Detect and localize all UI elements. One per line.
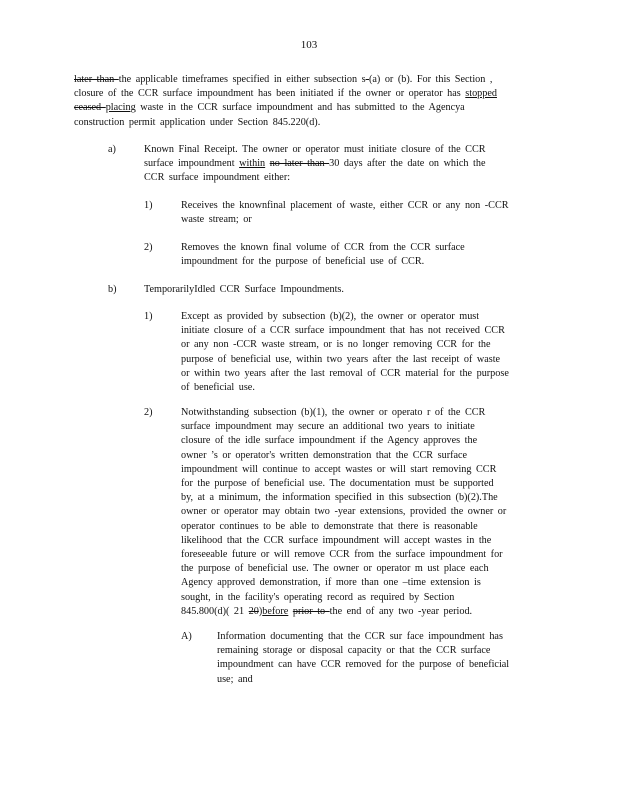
text-line [181, 310, 509, 324]
text-run: sought, in the facility's operating record as required by Section [181, 591, 455, 603]
text-line [181, 463, 506, 477]
text-line [181, 576, 506, 590]
text-line [181, 505, 506, 519]
text-run: Known Final Receipt. The owner or operator must initiate closure of the CCR [144, 144, 486, 155]
deleted-text: later than [74, 74, 119, 85]
text-run: impoundment for the purpose of beneficial use of CCR. [181, 256, 425, 268]
text-line [144, 171, 486, 185]
item-b-heading [144, 283, 344, 297]
text-run: waste stream; or [181, 214, 252, 226]
inserted-text: stopped [465, 88, 497, 100]
deleted-text: no later than [269, 158, 330, 170]
text-line [181, 548, 506, 562]
deleted-text: prior to [292, 605, 330, 617]
text-run: by, at a minimum, the information specified in this subsection (b)(2).The [181, 492, 498, 504]
text-run: Notwithstanding subsection (b)(1), the owner or operato r of the CCR [181, 407, 486, 418]
text-run: Except as provided by subsection (b)(2), the owner or operator must [181, 311, 480, 322]
text-line [181, 213, 509, 227]
inserted-text: placing [105, 102, 136, 114]
text-line [144, 143, 486, 157]
text-run: 845.800(d)( 21 [181, 605, 249, 617]
text-run: Agency approved demonstration, if more than one –time extension is [181, 577, 481, 589]
text-run: (a) or (b). For this Section , [368, 74, 493, 85]
text-run: CCR surface impoundment either: [144, 172, 291, 184]
text-line [74, 87, 497, 101]
deleted-text: - [365, 74, 369, 85]
text-run: use; and [217, 673, 253, 685]
text-run: the applicable timeframes specified in either subsection s [118, 74, 366, 85]
text-run: owner ’s or operator's written demonstration that the CCR surface [181, 449, 468, 461]
item-a-text [144, 143, 486, 186]
intro-paragraph [74, 73, 497, 130]
text-run: of beneficial use. [181, 382, 255, 394]
text-line [74, 116, 497, 130]
text-line [181, 241, 465, 255]
item-a1-text [181, 199, 509, 227]
text-line [144, 157, 486, 171]
text-line [181, 591, 506, 605]
text-run: Receives the knownfinal placement of waste, either CCR or any non -CCR [181, 200, 509, 211]
text-run: the purpose of beneficial use. The owner or operator m ust place each [181, 563, 489, 575]
item-a-label: a) [108, 144, 116, 155]
item-b2A-label: A) [181, 631, 192, 642]
deleted-text: ceased [74, 102, 106, 114]
text-run: the end of any two -year period. [329, 605, 473, 617]
text-line [181, 199, 509, 213]
text-run: operator continues to be able to demonstrate that there is reasonable [181, 520, 478, 532]
item-a2-text [181, 241, 465, 269]
text-line [217, 630, 509, 644]
page-number: 103 [300, 39, 318, 51]
text-line [144, 283, 344, 297]
text-run: likelihood that the CCR surface impoundment will accept wastes in the [181, 534, 492, 546]
item-b2-text [181, 406, 506, 619]
text-run: Information documenting that the CCR sur face impoundment has [217, 631, 503, 642]
text-run: for the purpose of beneficial use. The documentation must be supported [181, 478, 494, 490]
text-line [181, 477, 506, 491]
text-run: surface impoundment [144, 158, 240, 170]
text-run: Removes the known final volume of CCR from the CCR surface [181, 242, 465, 253]
text-line [181, 353, 509, 367]
text-line [181, 534, 506, 548]
text-run: purpose of beneficial use, within two years after the last receipt of waste [181, 353, 501, 365]
text-line [181, 520, 506, 534]
text-run: owner or operator may obtain two -year extensions, provided the owner or [181, 506, 507, 518]
inserted-text: within [239, 158, 266, 170]
item-b2A-text [217, 630, 509, 687]
text-line [181, 338, 509, 352]
text-run: or any non -CCR waste stream, or is no longer removing CCR for the [181, 339, 491, 351]
item-a1-label: 1) [144, 200, 153, 211]
text-run: TemporarilyIdled CCR Surface Impoundments. [144, 284, 344, 295]
text-run: 30 days after the date on which the [329, 158, 486, 170]
text-line [217, 658, 509, 672]
text-line [181, 324, 509, 338]
text-run: foreseeable future or will remove CCR from the surface impoundment for [181, 549, 503, 561]
text-line [181, 605, 506, 619]
text-line [181, 449, 506, 463]
inserted-text: before [262, 605, 289, 617]
item-b1-text [181, 310, 509, 395]
item-b-label: b) [108, 284, 117, 295]
item-b1-label: 1) [144, 311, 153, 322]
text-run: remaining storage or disposal capacity or that the CCR surface [217, 645, 491, 657]
text-run: impoundment can have CCR removed for the purpose of beneficial [217, 659, 510, 671]
text-line [181, 406, 506, 420]
text-line [181, 420, 506, 434]
item-a2-label: 2) [144, 242, 153, 253]
text-line [181, 255, 465, 269]
text-line [217, 673, 509, 687]
item-b2-label: 2) [144, 407, 153, 418]
text-line [181, 491, 506, 505]
text-line [181, 562, 506, 576]
text-run: closure of the idle surface impoundment if the Agency approves the [181, 435, 478, 447]
deleted-text: 20 [248, 605, 259, 617]
text-line [181, 381, 509, 395]
text-line [74, 73, 497, 87]
text-run: impoundment will continue to accept wastes or will start removing CCR [181, 463, 497, 475]
text-run: waste in the CCR surface impoundment and has submitted to the Agencya [135, 102, 465, 114]
text-run: ) [258, 605, 263, 617]
text-line [181, 367, 509, 381]
text-run: or within two years after the last removal of CCR material for the purpose [181, 367, 509, 379]
text-line [74, 101, 497, 115]
text-run: closure of the CCR surface impoundment has been initiated if the owner or operator has [74, 88, 466, 100]
text-run: construction permit application under Section 845.220(d). [74, 116, 321, 128]
text-line [217, 644, 509, 658]
text-line [181, 434, 506, 448]
text-run: surface impoundment may secure an additional two years to initiate [181, 421, 475, 433]
text-run: initiate closure of a CCR surface impoundment that has not received CCR [181, 325, 505, 337]
